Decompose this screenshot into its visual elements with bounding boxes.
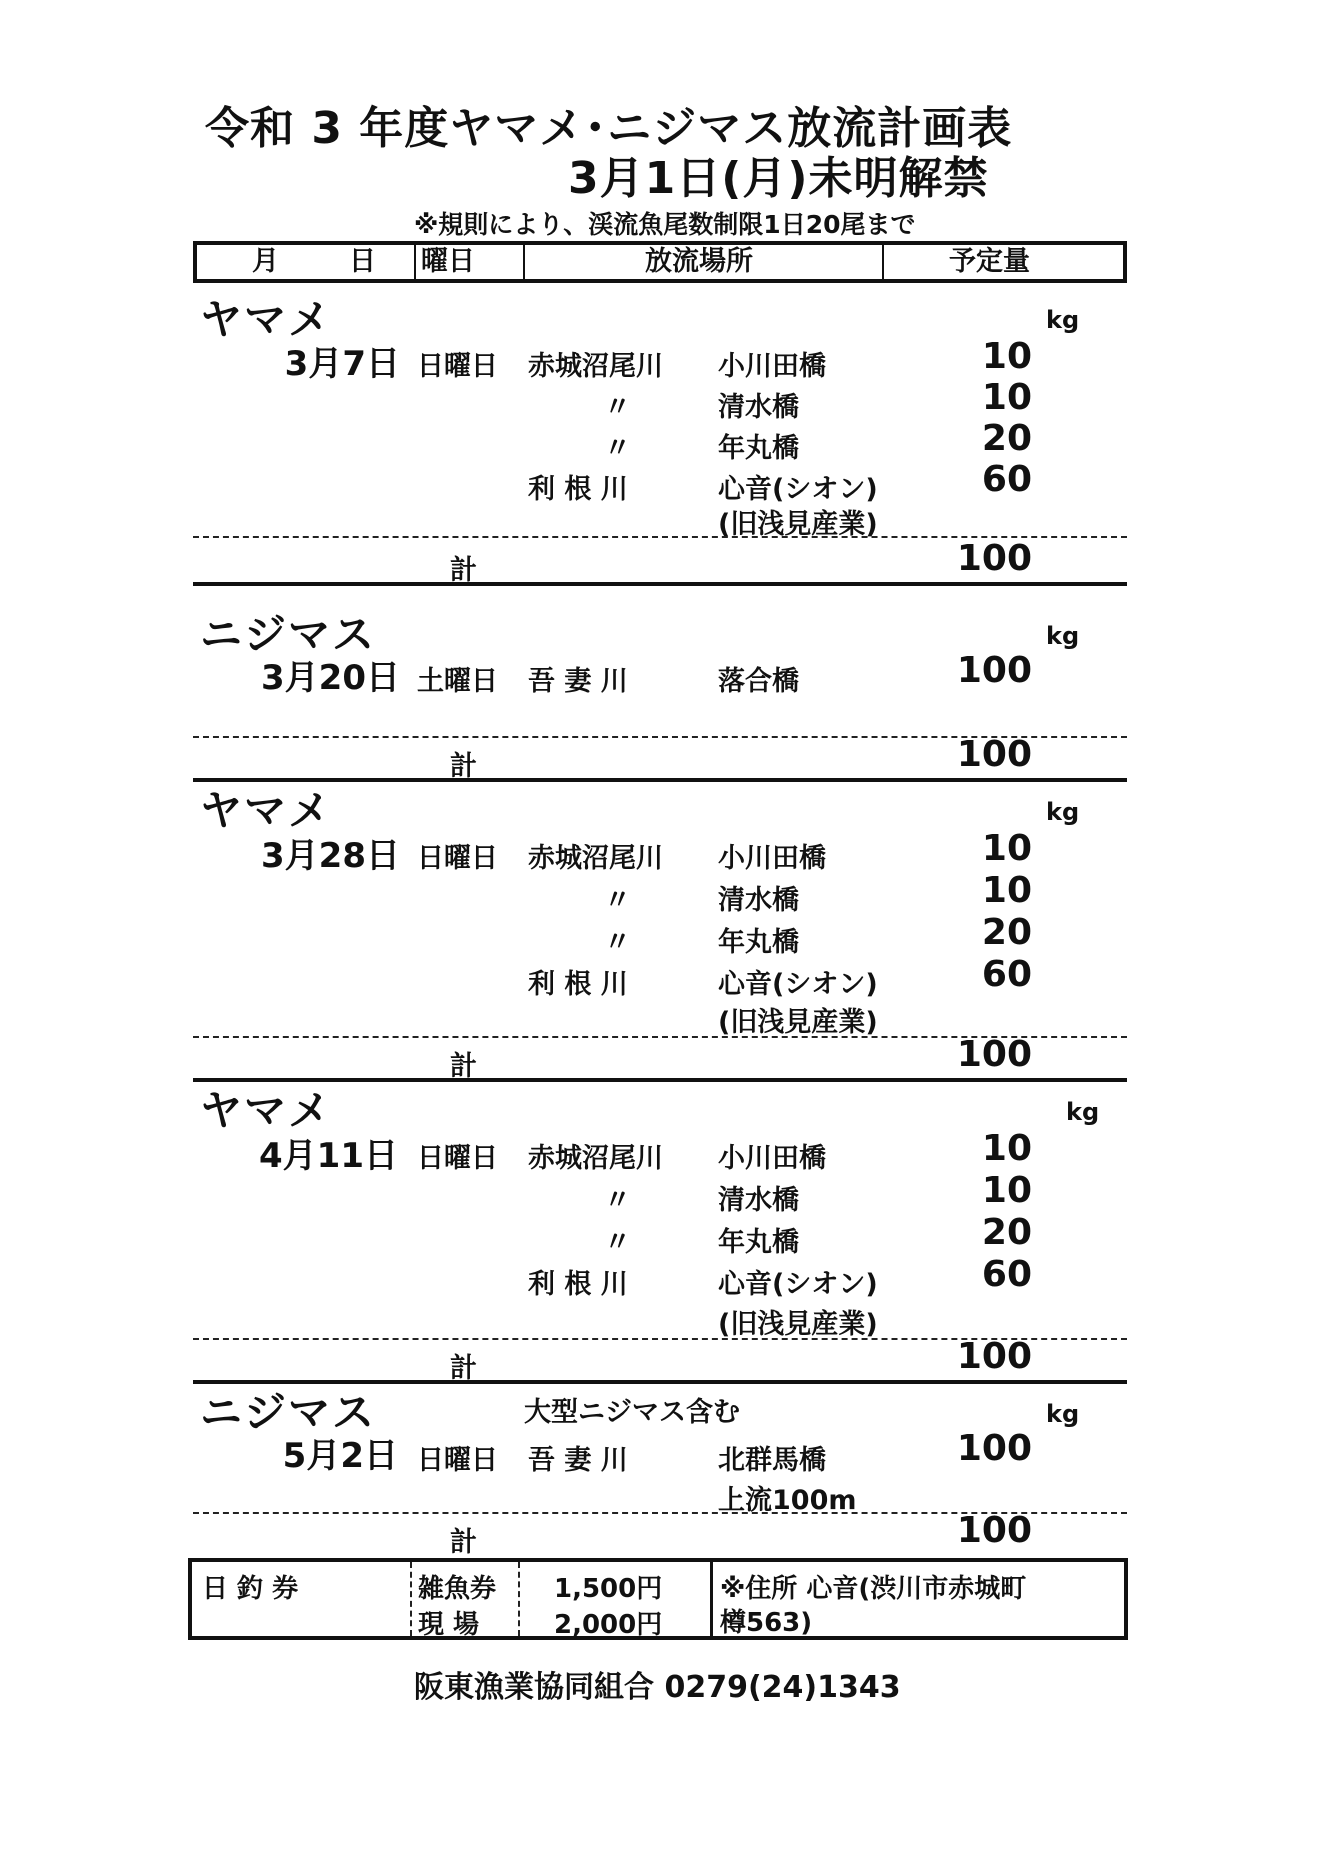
ticket-info-box: [188, 1558, 1128, 1640]
footer-organization: 阪東漁業協同組合 0279(24)1343: [414, 1670, 901, 1705]
release-place: 心音(シオン): [718, 474, 878, 505]
river-name: 赤城沼尾川: [528, 351, 663, 382]
total-amount: 100: [956, 734, 1032, 775]
unit-kg: kg: [1066, 1098, 1100, 1126]
place-note: 上流100m: [718, 1485, 857, 1516]
release-amount: 10: [981, 1128, 1032, 1169]
unit-kg: kg: [1046, 798, 1080, 826]
unit-kg: kg: [1046, 622, 1080, 650]
release-place: 年丸橋: [718, 433, 799, 464]
release-place: 清水橋: [718, 392, 799, 423]
release-place: 年丸橋: [718, 927, 799, 958]
title-line-1: 令和 3 年度ヤマメ･ニジマス放流計画表: [205, 103, 1013, 154]
ticket-price-1: 1,500円: [554, 1574, 663, 1604]
release-place: 心音(シオン): [718, 969, 878, 1000]
release-date: 3月28日: [261, 836, 400, 876]
total-label: 計: [450, 1527, 477, 1558]
release-amount: 20: [981, 912, 1032, 953]
release-date: 3月7日: [284, 344, 400, 384]
unit-kg: kg: [1046, 306, 1080, 334]
weekday: 日曜日: [417, 1445, 498, 1476]
fish-note: 大型ニジマス含む: [524, 1397, 740, 1428]
ticket-price-2: 2,000円: [554, 1610, 663, 1640]
ditto-mark: 〃: [604, 1185, 631, 1216]
header-place: 放流場所: [645, 246, 753, 277]
section-divider: [193, 582, 1127, 586]
release-amount: 10: [981, 870, 1032, 911]
section-divider: [193, 778, 1127, 782]
total-amount: 100: [956, 1510, 1032, 1551]
river-name: 利 根 川: [528, 1269, 628, 1300]
address-line-2: 樽563): [720, 1608, 813, 1638]
total-amount: 100: [956, 1336, 1032, 1377]
ticket-type-1: 雑魚券: [418, 1574, 497, 1604]
river-name: 吾 妻 川: [528, 1445, 628, 1476]
release-amount: 60: [981, 1254, 1032, 1295]
total-amount: 100: [956, 538, 1032, 579]
catch-limit-note: ※規則により、渓流魚尾数制限1日20尾まで: [414, 210, 916, 239]
total-label: 計: [450, 1353, 477, 1384]
release-amount: 60: [981, 459, 1032, 500]
header-divider: [414, 245, 416, 279]
release-amount: 10: [981, 336, 1032, 377]
ditto-mark: 〃: [604, 1227, 631, 1258]
river-name: 利 根 川: [528, 474, 628, 505]
table-header: [193, 241, 1127, 283]
ticket-divider: [710, 1562, 713, 1636]
weekday: 日曜日: [417, 1143, 498, 1174]
section-fish-name: ニジマス: [200, 610, 377, 659]
release-amount: 10: [981, 828, 1032, 869]
ditto-mark: 〃: [604, 927, 631, 958]
total-label: 計: [450, 1051, 477, 1082]
release-place: 清水橋: [718, 1185, 799, 1216]
header-month: 月: [252, 246, 279, 277]
ditto-mark: 〃: [604, 885, 631, 916]
address-line-1: ※住所 心音(渋川市赤城町: [720, 1574, 1027, 1604]
total-label: 計: [450, 751, 477, 782]
section-fish-name: ニジマス: [200, 1388, 377, 1437]
release-place: 小川田橋: [718, 1143, 826, 1174]
release-amount: 60: [981, 954, 1032, 995]
release-place: 小川田橋: [718, 843, 826, 874]
river-name: 利 根 川: [528, 969, 628, 1000]
ditto-mark: 〃: [604, 433, 631, 464]
total-label: 計: [450, 555, 477, 586]
ditto-mark: 〃: [604, 392, 631, 423]
release-amount: 10: [981, 377, 1032, 418]
release-place: 清水橋: [718, 885, 799, 916]
place-note: (旧浅見産業): [718, 1007, 878, 1038]
release-amount: 20: [981, 418, 1032, 459]
section-divider: [193, 1078, 1127, 1082]
weekday: 土曜日: [417, 666, 498, 697]
place-note: (旧浅見産業): [718, 509, 878, 540]
header-weekday: 曜日: [421, 246, 475, 277]
release-place: 年丸橋: [718, 1227, 799, 1258]
section-fish-name: ヤマメ: [200, 295, 333, 344]
ticket-label: 日 釣 券: [202, 1574, 299, 1604]
ticket-type-2: 現 場: [418, 1610, 480, 1640]
ticket-divider: [410, 1562, 412, 1636]
release-amount: 100: [956, 1428, 1032, 1469]
release-place: 落合橋: [718, 666, 799, 697]
release-place: 北群馬橋: [718, 1445, 826, 1476]
header-divider: [882, 245, 884, 279]
header-amount: 予定量: [949, 246, 1030, 277]
release-date: 3月20日: [261, 658, 400, 698]
release-date: 5月2日: [282, 1436, 398, 1476]
release-amount: 20: [981, 1212, 1032, 1253]
header-day: 日: [349, 246, 376, 277]
weekday: 日曜日: [417, 843, 498, 874]
unit-kg: kg: [1046, 1400, 1080, 1428]
release-date: 4月11日: [259, 1136, 398, 1176]
total-amount: 100: [956, 1034, 1032, 1075]
weekday: 日曜日: [417, 351, 498, 382]
section-fish-name: ヤマメ: [200, 786, 333, 835]
release-place: 小川田橋: [718, 351, 826, 382]
release-amount: 100: [956, 650, 1032, 691]
river-name: 吾 妻 川: [528, 666, 628, 697]
release-amount: 10: [981, 1170, 1032, 1211]
river-name: 赤城沼尾川: [528, 843, 663, 874]
title-line-2: 3月1日(月)未明解禁: [568, 153, 989, 204]
header-divider: [523, 245, 525, 279]
release-place: 心音(シオン): [718, 1269, 878, 1300]
section-fish-name: ヤマメ: [200, 1086, 333, 1135]
ticket-divider: [518, 1562, 520, 1636]
river-name: 赤城沼尾川: [528, 1143, 663, 1174]
place-note: (旧浅見産業): [718, 1309, 878, 1340]
